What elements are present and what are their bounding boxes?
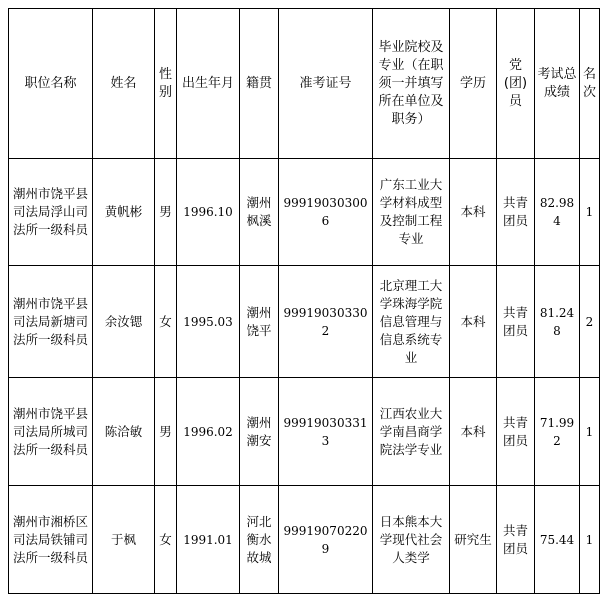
cell-score: 75.44 bbox=[535, 486, 580, 594]
candidate-results-table bbox=[8, 8, 600, 594]
header-party: 党(团)员 bbox=[497, 9, 535, 159]
header-gender: 性别 bbox=[155, 9, 177, 159]
cell-rank: 1 bbox=[580, 159, 600, 266]
cell-gender: 女 bbox=[155, 266, 177, 378]
cell-education: 本科 bbox=[450, 159, 497, 266]
cell-exam-id: 999190702209 bbox=[279, 486, 373, 594]
cell-birth: 1996.02 bbox=[177, 378, 240, 486]
header-origin: 籍贯 bbox=[240, 9, 279, 159]
cell-education: 研究生 bbox=[450, 486, 497, 594]
cell-exam-id: 999190303313 bbox=[279, 378, 373, 486]
cell-exam-id: 999190303006 bbox=[279, 159, 373, 266]
cell-school-major: 广东工业大学材料成型及控制工程专业 bbox=[373, 159, 450, 266]
cell-rank: 1 bbox=[580, 486, 600, 594]
cell-origin: 潮州潮安 bbox=[240, 378, 279, 486]
header-birth: 出生年月 bbox=[177, 9, 240, 159]
cell-rank: 2 bbox=[580, 266, 600, 378]
cell-party: 共青团员 bbox=[497, 486, 535, 594]
cell-name: 余汝锶 bbox=[93, 266, 155, 378]
header-rank: 名次 bbox=[580, 9, 600, 159]
header-education: 学历 bbox=[450, 9, 497, 159]
cell-score: 82.984 bbox=[535, 159, 580, 266]
cell-party: 共青团员 bbox=[497, 159, 535, 266]
cell-position: 潮州市饶平县司法局浮山司法所一级科员 bbox=[9, 159, 93, 266]
cell-school-major: 江西农业大学南昌商学院法学专业 bbox=[373, 378, 450, 486]
cell-position: 潮州市饶平县司法局所城司法所一级科员 bbox=[9, 378, 93, 486]
table-row bbox=[9, 266, 600, 378]
cell-gender: 女 bbox=[155, 486, 177, 594]
cell-origin: 潮州枫溪 bbox=[240, 159, 279, 266]
cell-name: 于枫 bbox=[93, 486, 155, 594]
table-row bbox=[9, 378, 600, 486]
cell-birth: 1991.01 bbox=[177, 486, 240, 594]
cell-education: 本科 bbox=[450, 266, 497, 378]
cell-rank: 1 bbox=[580, 378, 600, 486]
cell-birth: 1995.03 bbox=[177, 266, 240, 378]
header-name: 姓名 bbox=[93, 9, 155, 159]
cell-origin: 潮州饶平 bbox=[240, 266, 279, 378]
cell-birth: 1996.10 bbox=[177, 159, 240, 266]
table-row bbox=[9, 159, 600, 266]
cell-party: 共青团员 bbox=[497, 378, 535, 486]
cell-education: 本科 bbox=[450, 378, 497, 486]
header-exam-id: 准考证号 bbox=[279, 9, 373, 159]
table-header-row bbox=[9, 9, 600, 159]
table-row bbox=[9, 486, 600, 594]
cell-score: 71.992 bbox=[535, 378, 580, 486]
cell-name: 黄帆彬 bbox=[93, 159, 155, 266]
header-score: 考试总成绩 bbox=[535, 9, 580, 159]
cell-school-major: 日本熊本大学现代社会人类学 bbox=[373, 486, 450, 594]
cell-name: 陈洽敏 bbox=[93, 378, 155, 486]
cell-score: 81.248 bbox=[535, 266, 580, 378]
cell-gender: 男 bbox=[155, 378, 177, 486]
cell-party: 共青团员 bbox=[497, 266, 535, 378]
cell-position: 潮州市饶平县司法局新塘司法所一级科员 bbox=[9, 266, 93, 378]
header-position: 职位名称 bbox=[9, 9, 93, 159]
cell-gender: 男 bbox=[155, 159, 177, 266]
cell-school-major: 北京理工大学珠海学院信息管理与信息系统专业 bbox=[373, 266, 450, 378]
cell-exam-id: 999190303302 bbox=[279, 266, 373, 378]
header-school-major: 毕业院校及专业（在职须一并填写所在单位及职务） bbox=[373, 9, 450, 159]
cell-position: 潮州市湘桥区司法局铁铺司法所一级科员 bbox=[9, 486, 93, 594]
cell-origin: 河北衡水故城 bbox=[240, 486, 279, 594]
